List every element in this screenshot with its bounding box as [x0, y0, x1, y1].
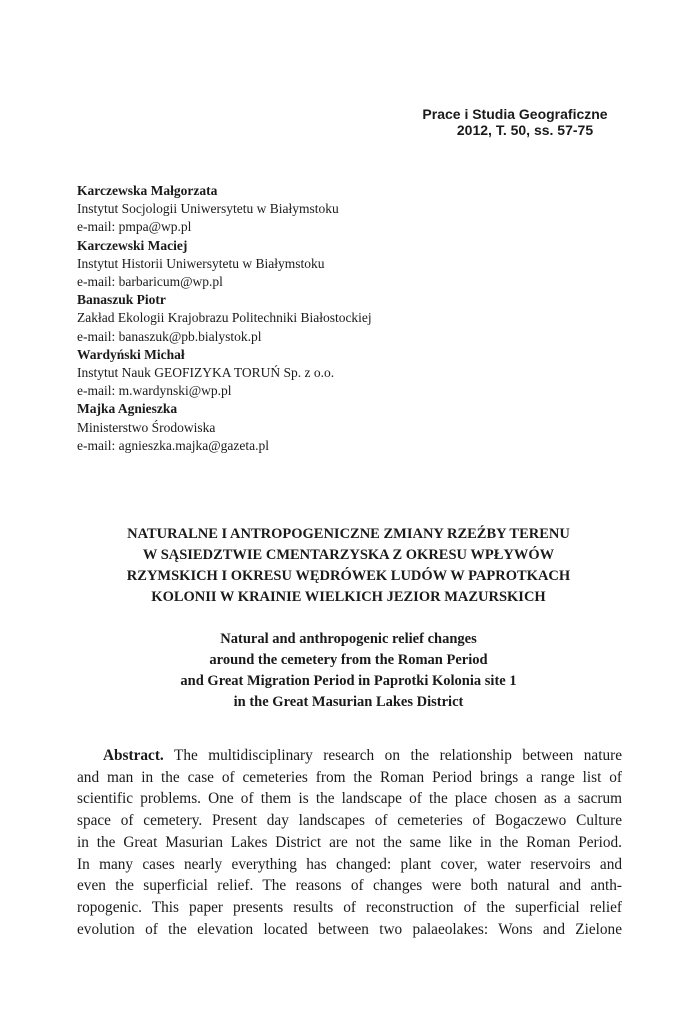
author-name: Karczewska Małgorzata [77, 183, 218, 198]
author-email: e-mail: m.wardynski@wp.pl [77, 383, 232, 399]
author-list [77, 182, 637, 455]
journal-header [380, 106, 650, 138]
author-affiliation: Ministerstwo Środowiska [77, 419, 216, 435]
title-polish-line: W SĄSIEDZTWIE CMENTARZYSKA Z OKRESU WPŁYWÓW [142, 547, 555, 563]
abstract [77, 745, 622, 940]
author-affiliation: Zakład Ekologii Krajobrazu Politechniki Białostockiej [77, 310, 372, 326]
title-english-line: around the cemetery from the Roman Period [209, 652, 488, 668]
abstract-line: even the superficial relief. The reasons of changes were both natural and anth- [77, 877, 622, 895]
abstract-line: evolution of the elevation located between two palaeolakes: Wons and Zielone [77, 920, 622, 938]
title-english [60, 629, 637, 713]
abstract-line: and man in the case of cemeteries from the Roman Period brings a range list of [77, 768, 622, 786]
title-polish-line: NATURALNE I ANTROPOGENICZNE ZMIANY RZEŹBY TERENU [127, 526, 570, 542]
title-polish [60, 524, 637, 608]
abstract-line: In many cases nearly everything has changed: plant cover, water reservoirs and [77, 855, 622, 873]
author-affiliation: Instytut Nauk GEOFIZYKA TORUŃ Sp. z o.o. [77, 365, 335, 381]
author-name: Karczewski Maciej [77, 237, 188, 253]
author-email: e-mail: pmpa@wp.pl [77, 219, 192, 235]
author-email: e-mail: barbaricum@wp.pl [77, 274, 223, 290]
author-affiliation: Instytut Historii Uniwersytetu w Białymstoku [77, 255, 325, 271]
author-email: e-mail: agnieszka.majka@gazeta.pl [77, 437, 269, 453]
abstract-line: space of cemetery. Present day landscapes of cemeteries of Bogaczewo Culture [77, 812, 622, 830]
title-english-line: in the Great Masurian Lakes District [233, 694, 464, 710]
abstract-line: ropogenic. This paper presents results of reconstruction of the superficial relief [77, 898, 622, 916]
journal-name: Prace i Studia Geograficzne [422, 106, 608, 122]
abstract-first-line-text: The multidisciplinary research on the relationship between nature [173, 747, 622, 764]
author-affiliation: Instytut Socjologii Uniwersytetu w Białymstoku [77, 201, 339, 217]
title-english-line: and Great Migration Period in Paprotki Kolonia site 1 [180, 673, 517, 689]
abstract-label: Abstract. [103, 747, 164, 764]
author-name: Majka Agnieszka [77, 401, 178, 417]
journal-issue: 2012, T. 50, ss. 57-75 [456, 122, 594, 138]
author-name: Wardyński Michał [77, 346, 185, 362]
abstract-line: scientific problems. One of them is the landscape of the place chosen as a sacrum [77, 790, 622, 808]
author-email: e-mail: banaszuk@pb.bialystok.pl [77, 328, 262, 344]
abstract-line [77, 745, 622, 767]
title-polish-line: KOLONII W KRAINIE WIELKICH JEZIOR MAZURSKICH [151, 589, 546, 605]
title-polish-line: RZYMSKICH I OKRESU WĘDRÓWEK LUDÓW W PAPROTKACH [126, 568, 571, 584]
author-name: Banaszuk Piotr [77, 292, 166, 308]
abstract-line: in the Great Masurian Lakes District are not the same like in the Roman Period. [77, 833, 622, 851]
title-english-line: Natural and anthropogenic relief changes [220, 631, 477, 647]
